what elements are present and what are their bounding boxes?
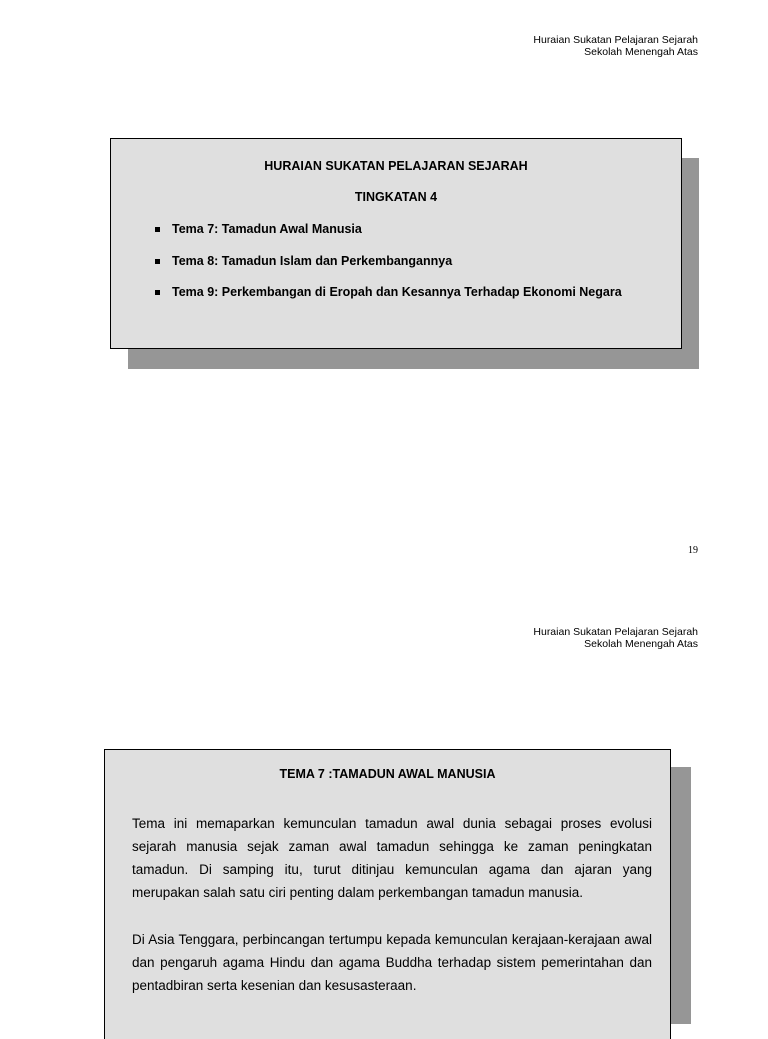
theme-item [155,284,622,316]
running-header-bottom [533,626,698,650]
box-title: TEMA 7 :TAMADUN AWAL MANUSIA [279,767,496,781]
theme-item-label: Tema 7: Tamadun Awal Manusia [172,222,362,236]
header-line-1: Huraian Sukatan Pelajaran Sejarah [533,626,698,638]
header-line-1: Huraian Sukatan Pelajaran Sejarah [533,34,698,46]
box-title: HURAIAN SUKATAN PELAJARAN SEJARAH [264,159,528,173]
theme-item-label: Tema 8: Tamadun Islam dan Perkembangannya [172,253,453,268]
paragraph: Tema ini memaparkan kemunculan tamadun awal dunia sebagai proses evolusi sejarah manusia sejak zaman awal tamadun sehingga ke zaman peningkatan tamadun. Di samping itu, turut ditinjau kemunculan agama dan ajaran yang merupakan salah satu ciri penting dalam perkembangan tamadun manusia. [132,816,652,900]
box-subtitle: TINGKATAN 4 [354,190,438,204]
theme-list [155,221,622,316]
theme-item [155,221,622,253]
header-line-2: Sekolah Menengah Atas [584,638,698,650]
paragraph: Di Asia Tenggara, perbincangan tertumpu kepada kemunculan kerajaan-kerajaan awal dan pengaruh agama Hindu dan agama Buddha terhadap sistem pemerintahan dan pentadbiran serta kesenian dan kesusasteraan. [132,932,652,993]
theme-item-label: Tema 9: Perkembangan di Eropah dan Kesannya Terhadap Ekonomi Negara [172,285,622,299]
square-bullet-icon [155,259,160,264]
theme-item [155,253,622,285]
syllabus-overview-box [110,138,682,349]
page-number: 19 [688,545,698,556]
header-line-2: Sekolah Menengah Atas [584,46,698,58]
square-bullet-icon [155,290,160,295]
square-bullet-icon [155,227,160,232]
theme-7-box [104,749,671,1039]
running-header-top [533,34,698,58]
